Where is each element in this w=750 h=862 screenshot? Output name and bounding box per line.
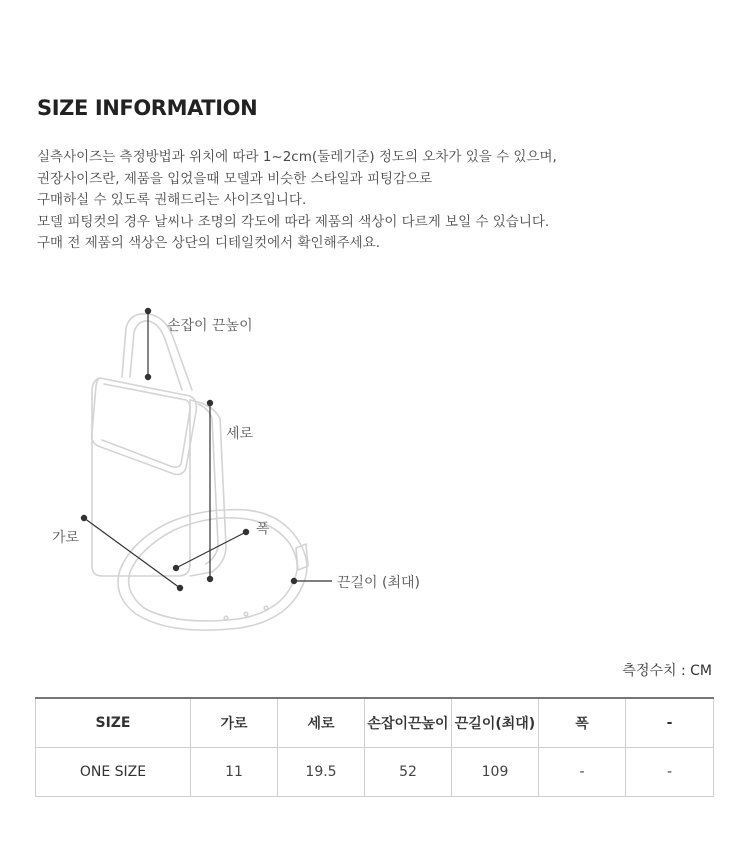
header-size: SIZE — [36, 698, 191, 748]
width-label: 가로 — [52, 530, 80, 546]
measure-dot — [145, 308, 150, 313]
depth-line — [176, 532, 246, 568]
unit-label: 측정수치 : CM — [622, 663, 712, 679]
bag-outline — [92, 314, 308, 630]
cell-size: ONE SIZE — [36, 748, 191, 797]
depth-label: 폭 — [256, 521, 270, 537]
cell-strap-length: 109 — [452, 748, 539, 797]
cell-depth: - — [539, 748, 626, 797]
cell-height: 19.5 — [278, 748, 365, 797]
height-label: 세로 — [226, 426, 254, 442]
header-extra: - — [626, 698, 714, 748]
note-line: 구매 전 제품의 색상은 상단의 디테일컷에서 확인해주세요. — [37, 235, 381, 251]
cell-handle-height: 52 — [365, 748, 452, 797]
measure-dot — [173, 565, 178, 570]
strap-length-label: 끈길이 (최대) — [337, 575, 420, 591]
note-line: 권장사이즈란, 제품을 입었을때 모델과 비슷한 스타일과 피팅감으로 — [37, 170, 433, 187]
notes-list — [37, 147, 717, 255]
table-row — [36, 748, 714, 797]
measure-dot — [207, 400, 212, 405]
size-table — [35, 697, 714, 797]
measure-dot — [177, 585, 182, 590]
page-title: SIZE INFORMATION — [37, 96, 258, 120]
width-line — [84, 518, 180, 588]
cell-width: 11 — [191, 748, 278, 797]
measure-dot — [81, 515, 86, 520]
header-depth: 폭 — [539, 698, 626, 748]
note-line: 실측사이즈는 측정방법과 위치에 따라 1~2cm(둘레기준) 정도의 오차가 있을 수 있으며, — [37, 149, 557, 165]
measure-dot — [243, 529, 248, 534]
header-width: 가로 — [191, 698, 278, 748]
handle-height-label: 손잡이 끈높이 — [167, 318, 253, 334]
note-line: 구매하실 수 있도록 권해드리는 사이즈입니다. — [37, 192, 307, 208]
measure-dot — [207, 576, 212, 581]
cell-extra: - — [626, 748, 714, 797]
measure-dot — [291, 578, 296, 583]
note-line: 모델 피팅컷의 경우 날씨나 조명의 각도에 따라 제품의 색상이 다르게 보일 수 있습니다. — [37, 213, 550, 230]
header-strap-length: 끈길이(최대) — [452, 698, 539, 748]
bag-diagram — [40, 300, 460, 640]
measure-dot — [145, 374, 150, 379]
measure-lines — [81, 308, 332, 590]
table-header-row — [36, 698, 714, 748]
header-handle-height: 손잡이끈높이 — [365, 698, 452, 748]
header-height: 세로 — [278, 698, 365, 748]
